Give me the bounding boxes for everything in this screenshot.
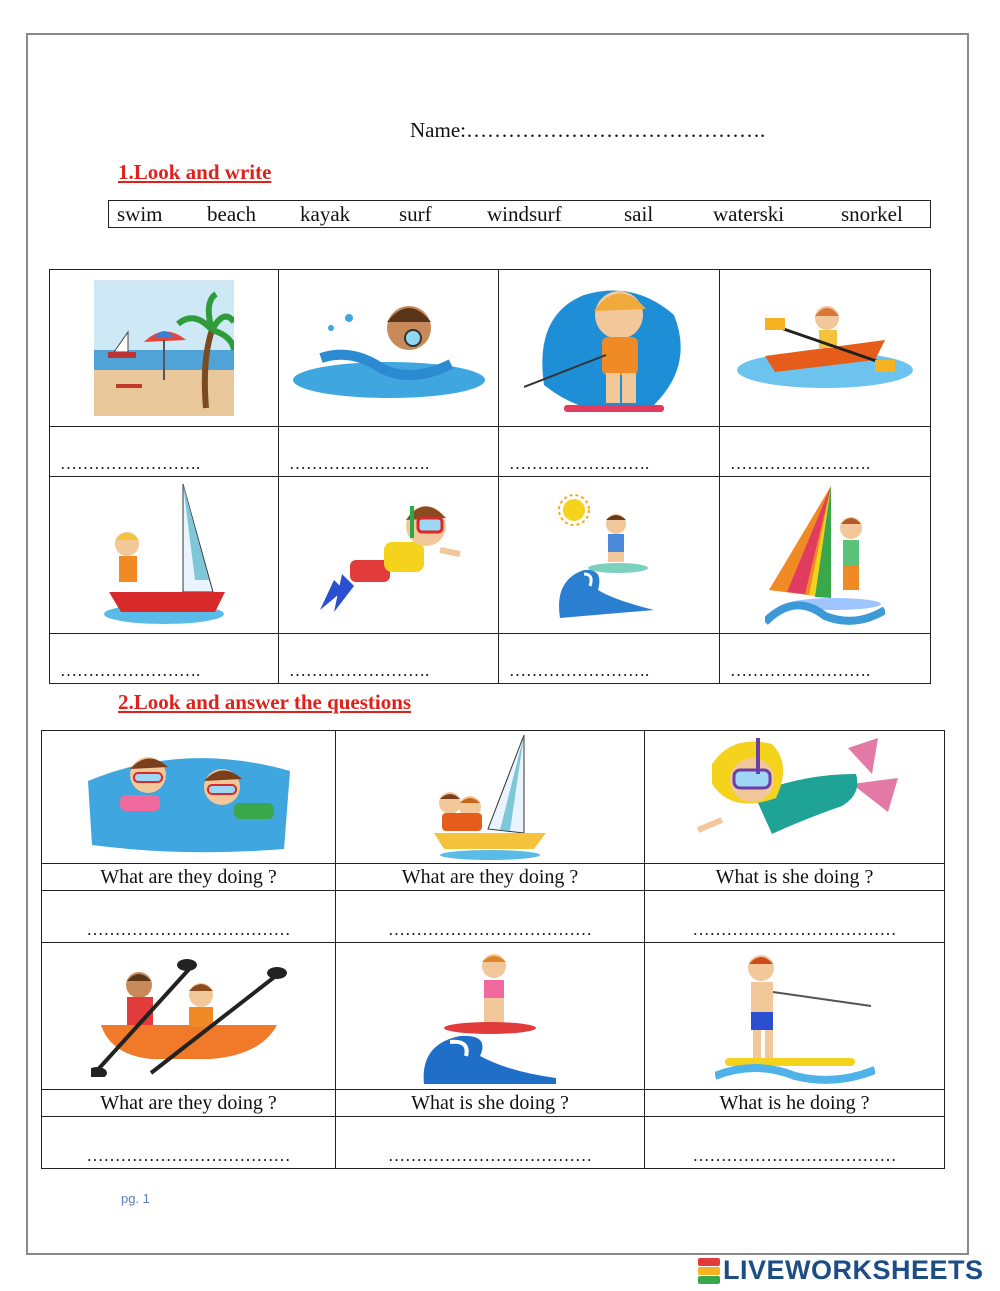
- answer-blank[interactable]: …………………….: [279, 427, 499, 477]
- word-bank-item: kayak: [300, 202, 351, 226]
- word-bank-item: swim: [117, 202, 163, 226]
- waterskiing-boy-picture: [499, 270, 720, 427]
- windsurfing-boy-picture: [720, 477, 931, 634]
- answer-blank[interactable]: …………………….: [50, 634, 279, 684]
- word-bank-item: beach: [207, 202, 256, 226]
- answer-blank[interactable]: …………………….: [499, 427, 720, 477]
- word-bank: [108, 200, 931, 228]
- section1-title: 1.Look and write: [118, 160, 272, 184]
- word-bank-item: snorkel: [841, 202, 903, 226]
- liveworksheets-logo: [698, 1255, 984, 1286]
- swimming-boy-picture: [279, 270, 499, 427]
- question-text: What is she doing ?: [645, 864, 945, 891]
- word-bank-item: surf: [399, 202, 432, 226]
- kayaking-girl-picture: [720, 270, 931, 427]
- question-text: What are they doing ?: [42, 864, 336, 891]
- sailing-kids-picture: [336, 731, 645, 864]
- surfing-girl-picture: [336, 943, 645, 1090]
- section2-title: 2.Look and answer the questions: [118, 690, 412, 714]
- question-text: What is he doing ?: [645, 1090, 945, 1117]
- snorkeling-girl-picture: [645, 731, 945, 864]
- question-text: What are they doing ?: [336, 864, 645, 891]
- answer-blank[interactable]: …………………….: [720, 634, 931, 684]
- answer-blank[interactable]: ………………………………: [42, 891, 336, 943]
- beach-picture: [50, 270, 279, 427]
- brand-name: LIVEWORKSHEETS: [723, 1255, 984, 1285]
- snorkeling-boy-picture: [279, 477, 499, 634]
- word-bank-item: waterski: [713, 202, 785, 226]
- word-bank-item: windsurf: [487, 202, 562, 226]
- answer-blank[interactable]: …………………….: [720, 427, 931, 477]
- look-and-answer-table: [41, 730, 945, 1169]
- swimming-kids-picture: [42, 731, 336, 864]
- page-number: pg. 1: [121, 1191, 150, 1206]
- answer-blank[interactable]: ………………………………: [645, 891, 945, 943]
- word-bank-item: sail: [624, 202, 654, 226]
- answer-blank[interactable]: ………………………………: [336, 1117, 645, 1169]
- answer-blank[interactable]: …………………….: [50, 427, 279, 477]
- answer-blank[interactable]: …………………….: [279, 634, 499, 684]
- sailing-boy-picture: [50, 477, 279, 634]
- answer-blank[interactable]: ………………………………: [336, 891, 645, 943]
- liveworksheets-icon: [698, 1258, 720, 1284]
- answer-blank[interactable]: …………………….: [499, 634, 720, 684]
- surfing-boy-picture: [499, 477, 720, 634]
- answer-blank[interactable]: ………………………………: [645, 1117, 945, 1169]
- question-text: What is she doing ?: [336, 1090, 645, 1117]
- question-text: What are they doing ?: [42, 1090, 336, 1117]
- waterskiing-boy-2-picture: [645, 943, 945, 1090]
- name-field-label: Name:…………………………………….: [410, 118, 766, 142]
- answer-blank[interactable]: ………………………………: [42, 1117, 336, 1169]
- kayaking-family-picture: [42, 943, 336, 1090]
- look-and-write-table: [49, 269, 931, 684]
